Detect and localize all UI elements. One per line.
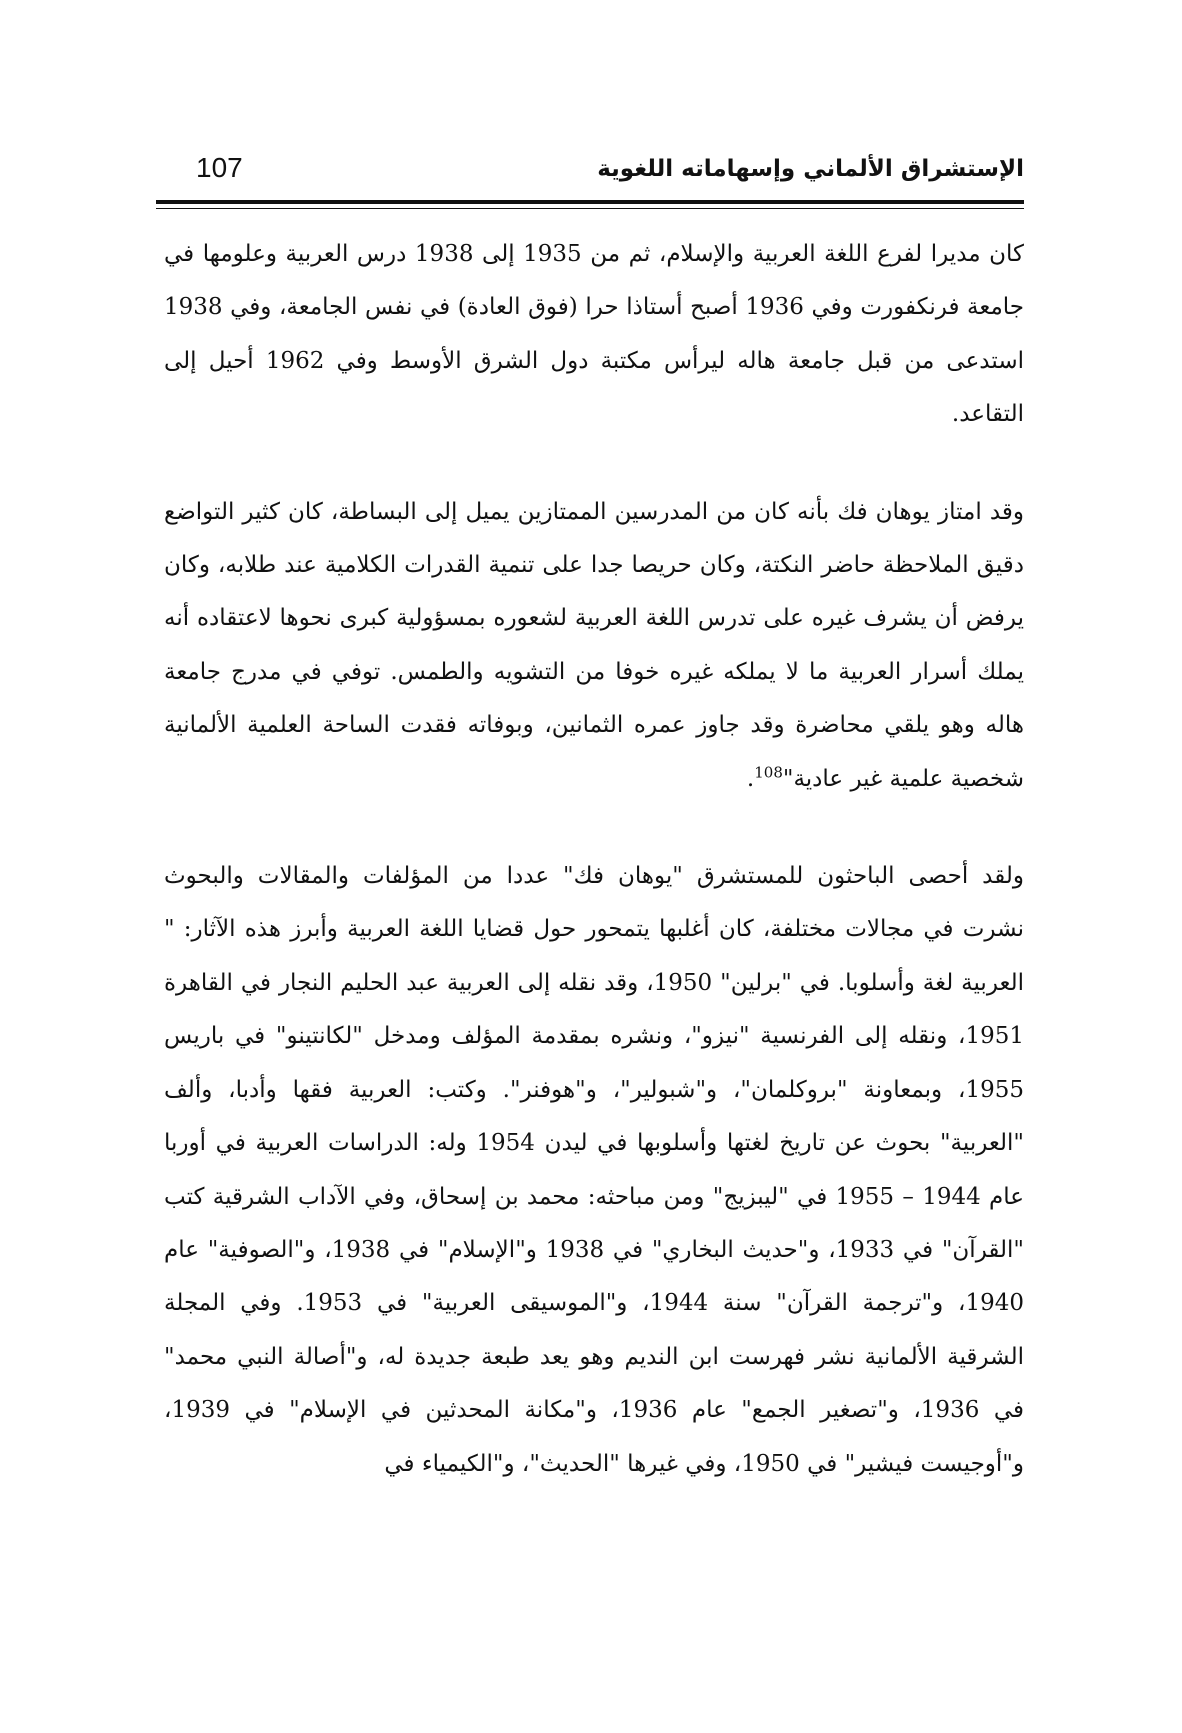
paragraph <box>164 486 1024 806</box>
header-rule-thin <box>156 208 1024 209</box>
page-header <box>156 150 1024 196</box>
footnote-reference: 108 <box>754 763 783 781</box>
page-number: 107 <box>196 152 243 183</box>
header-rule-thick <box>156 200 1024 204</box>
paragraph: كان مديرا لفرع اللغة العربية والإسلام، ثم من 1935 إلى 1938 درس العربية وعلومها في جامعة فرنكفورت وفي 1936 أصبح أستاذا حرا (فوق العادة) في نفس الجامعة، وفي 1938 استدعى من قبل جامعة هاله ليرأس مكتبة دول الشرق الأوسط وفي 1962 أحيل إلى التقاعد. <box>164 241 1025 428</box>
paragraph-text: وقد امتاز يوهان فك بأنه كان من المدرسين الممتازين يميل إلى البساطة، كان كثير التواضع دقيق الملاحظة حاضر النكتة، وكان حريصا جدا على تنمية القدرات الكلامية عند طلابه، وكان يرفض أن يشرف غيره على تدرس اللغة العربية لشعوره بمسؤولية كبرى نحوها لاعتقاده أنه يملك أسرار العربية ما لا يملكه غيره خوفا من التشويه والطمس. توفي في مدرج جامعة هاله وهو يلقي محاضرة وقد جاوز عمره الثمانين، وبوفاته فقدت الساحة العلمية الألمانية شخصية علمية غير عادية" <box>164 498 1024 792</box>
paragraph-tail: . <box>746 765 755 792</box>
body-text <box>164 228 1024 1491</box>
running-title: الإستشراق الألماني وإسهاماته اللغوية <box>597 156 1024 182</box>
paragraph: ولقد أحصى الباحثون للمستشرق "يوهان فك" عددا من المؤلفات والمقالات والبحوث نشرت في مجالات مختلفة، كان أغلبها يتمحور حول قضايا اللغة العربية وأبرز هذه الآثار: " العربية لغة وأسلوبا. في "برلين" 1950، وقد نقله إلى العربية عبد الحليم النجار في القاهرة 1951، ونقله إلى الفرنسية "نيزو"، ونشره بمقدمة المؤلف ومدخل "لكانتينو" في باريس 1955، وبمعاونة "بروكلمان"، و"شبولير"، و"هوفنر". وكتب: العربية فقها وأدبا، وألف "العربية" بحوث عن تاريخ لغتها وأسلوبها في ليدن 1954 وله: الدراسات العربية في أوربا عام 1944 – 1955 في "ليبزيج" ومن مباحثه: محمد بن إسحاق، وفي الآداب الشرقية كتب "القرآن" في 1933، و"حديث البخاري" في 1938 و"الإسلام" في 1938، و"الصوفية" عام 1940، و"ترجمة القرآن" سنة 1944، و"الموسيقى العربية" في 1953. وفي المجلة الشرقية الألمانية نشر فهرست ابن النديم وهو يعد طبعة جديدة له، و"أصالة النبي محمد" في 1936، و"تصغير الجمع" عام 1936، و"مكانة المحدثين في الإسلام" في 1939، و"أوجيست فيشير" في 1950، وفي غيرها "الحديث"، و"الكيمياء في <box>164 863 1025 1477</box>
